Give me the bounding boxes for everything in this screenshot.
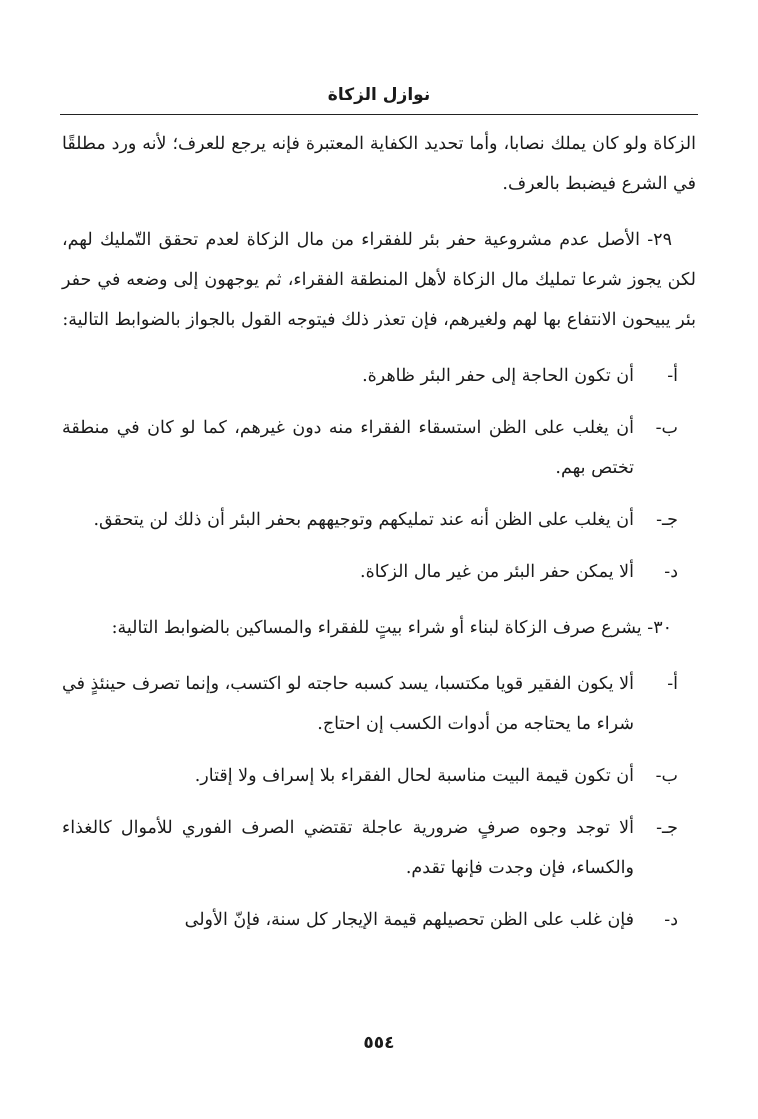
point-30-number: ٣٠- <box>647 618 672 638</box>
item-text: ألا يمكن حفر البئر من غير مال الزكاة. <box>360 562 634 582</box>
list-item <box>62 408 696 488</box>
item-text: أن تكون قيمة البيت مناسبة لحال الفقراء بلا إسراف ولا إقتار. <box>194 766 634 786</box>
item-text: ألا يكون الفقير قويا مكتسبا، يسد كسبه حاجته لو اكتسب، وإنما تصرف حينئذٍ في شراء ما يحتاجه من أدوات الكسب إن احتاج. <box>62 674 634 734</box>
list-item <box>62 808 696 888</box>
item-marker: جـ- <box>656 510 678 530</box>
page-number: ٥٥٤ <box>363 1033 395 1053</box>
item-text: ألا توجد وجوه صرفٍ ضرورية عاجلة تقتضي الصرف الفوري للأموال كالغذاء والكساء، فإن وجدت فإنها تقدم. <box>62 818 634 878</box>
item-marker: د- <box>664 910 678 930</box>
item-marker: جـ- <box>656 818 678 838</box>
point-29 <box>62 220 696 340</box>
item-marker: ب- <box>655 766 678 786</box>
point-29-number: ٢٩- <box>647 230 672 250</box>
running-header <box>60 80 698 115</box>
list-item <box>62 356 696 396</box>
list-item <box>62 900 696 940</box>
list-item <box>62 552 696 592</box>
item-text: أن يغلب على الظن استسقاء الفقراء منه دون غيرهم، كما لو كان في منطقة تختص بهم. <box>62 418 634 478</box>
item-text: أن تكون الحاجة إلى حفر البئر ظاهرة. <box>362 366 634 386</box>
list-item <box>62 500 696 540</box>
item-marker: د- <box>664 562 678 582</box>
page-content <box>62 124 696 952</box>
header-title: نوازل الزكاة <box>327 85 431 105</box>
point-29-text: الأصل عدم مشروعية حفر بئر للفقراء من مال الزكاة لعدم تحقق التّمليك لهم، لكن يجوز شرعا تمليك مال الزكاة لأهل المنطقة الفقراء، ثم يوجهون إلى وضعه في حفر بئر يبيحون الانتفاع بها لهم ولغيرهم، فإن تعذر ذلك فيتوجه القول بالجواز بالضوابط التالية: <box>62 230 696 330</box>
item-text: فإن غلب على الظن تحصيلهم قيمة الإيجار كل سنة، فإنّ الأولى <box>184 910 634 930</box>
point-30 <box>62 608 696 648</box>
item-text: أن يغلب على الظن أنه عند تمليكهم وتوجيههم بحفر البئر أن ذلك لن يتحقق. <box>93 510 634 530</box>
list-item <box>62 756 696 796</box>
item-marker: أ- <box>667 366 678 386</box>
list-item <box>62 664 696 744</box>
item-marker: ب- <box>655 418 678 438</box>
intro-paragraph: الزكاة ولو كان يملك نصابا، وأما تحديد الكفاية المعتبرة فإنه يرجع للعرف؛ لأنه ورد مطلقًا في الشرع فيضبط بالعرف. <box>62 134 696 194</box>
point-30-text: يشرع صرف الزكاة لبناء أو شراء بيتٍ للفقراء والمساكين بالضوابط التالية: <box>111 618 642 638</box>
item-marker: أ- <box>667 674 678 694</box>
